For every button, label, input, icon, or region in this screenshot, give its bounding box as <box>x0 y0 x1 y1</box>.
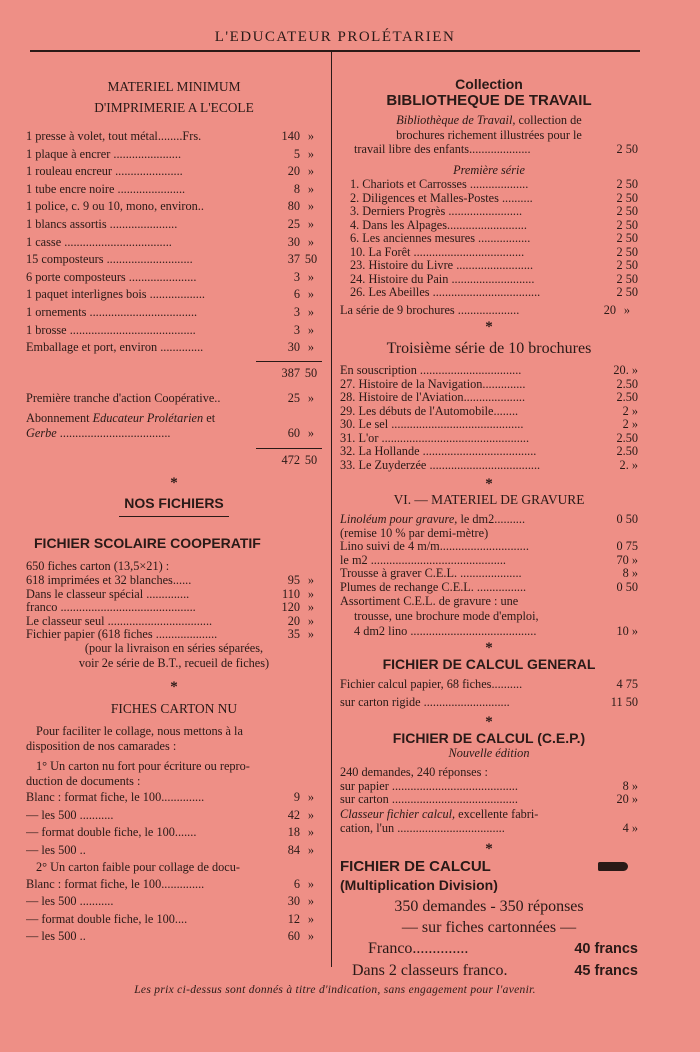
gravure-assort-line1: Assortiment C.E.L. de gravure : une <box>340 594 519 609</box>
fcg-list <box>340 676 638 711</box>
cartonnees-line: — sur fiches cartonnées — <box>401 919 577 937</box>
gravure-item: (remise 10 % par demi-mètre) <box>340 526 489 540</box>
nouvelle-edition-label: Nouvelle édition <box>448 746 530 761</box>
materiel-item: 1 presse à volet, tout métal........Frs. 140 » <box>26 129 315 143</box>
materiel-list <box>26 128 322 357</box>
brochure-item: 29. Les débuts de l'Automobile........ 2 » <box>340 403 638 418</box>
brochure-item: 3. Derniers Progrès ........................ 2 50 <box>350 204 638 219</box>
materiel-item: 1 blancs assortis ...................... 25 » <box>26 216 315 231</box>
star-separator: * <box>485 640 493 657</box>
brochure-item: 6. Les anciennes mesures ................. 2 50 <box>350 231 638 246</box>
pointing-hand-icon <box>598 862 628 871</box>
star-separator: * <box>170 475 178 492</box>
brochure-item: En souscription ................................. 20. » <box>340 363 638 378</box>
fiche-carton-item: — les 500 ........... 30 » <box>26 894 315 909</box>
cep-line1: 240 demandes, 240 réponses : <box>340 764 488 779</box>
fc2-list <box>26 876 322 946</box>
journal-header: L'EDUCATEUR PROLÉTARIEN <box>214 29 456 45</box>
fc-intro-line2: disposition de nos camarades : <box>26 739 177 754</box>
bt-intro-line2: brochures richement illustrées pour le <box>396 128 582 143</box>
right-column <box>340 76 638 982</box>
nos-fichiers-rule <box>119 516 229 517</box>
brochure-item: 10. La Forêt .................................... 2 50 <box>350 244 638 259</box>
fichier-scolaire-item: Fichier papier (618 fiches .................... 35 » <box>26 627 315 642</box>
fc-intro-line1: Pour faciliter le collage, nous mettons à la <box>36 724 243 739</box>
brochure-item: 1. Chariots et Carrosses ................... 2 50 <box>350 177 638 192</box>
bibliotheque-heading: BIBLIOTHEQUE DE TRAVAIL <box>386 92 592 109</box>
multiplication-label: (Multiplication Division) <box>340 877 498 894</box>
gravure-assort-line2: trousse, une brochure mode d'emploi, <box>354 609 539 624</box>
gravure-assort-last: 4 dm2 lino ......................................... 10 » <box>354 623 638 638</box>
brochure-item: 33. Le Zuyderzée .................................... 2. » <box>340 457 638 472</box>
materiel-item: 1 tube encre noire ...................... 8 » <box>26 181 315 196</box>
fiche-carton-item: Blanc : format fiche, le 100.............. 9 » <box>26 789 315 804</box>
serie1-total-row: La série de 9 brochures .................... 20 » <box>340 302 631 317</box>
fiche-carton-item: — les 500 .. 84 » <box>26 842 315 857</box>
gravure-heading: VI. — MATERIEL DE GRAVURE <box>393 492 585 508</box>
fc1-intro-line2: duction de documents : <box>26 773 141 788</box>
fc1-intro <box>26 759 322 789</box>
materiel-item: Emballage et port, environ .............. 30 » <box>26 340 315 355</box>
brochure-item: 32. La Hollande ..................................... 2.50 <box>340 444 638 459</box>
fichier-scolaire-list <box>26 574 322 642</box>
nos-fichiers-heading: NOS FICHIERS <box>124 495 224 512</box>
gravure-item: Plumes de rechange C.E.L. ................ 0 50 <box>340 579 638 594</box>
column-rule <box>331 52 332 967</box>
materiel-title-line2: D'IMPRIMERIE A L'ECOLE <box>94 100 254 115</box>
bt-intro-line1: Bibliothèque de Travail, collection de <box>396 113 582 127</box>
gravure-item: Trousse à graver C.E.L. .................... 8 » <box>340 566 638 581</box>
brochure-item: 28. Histoire de l'Aviation.................... 2.50 <box>340 390 638 405</box>
abonnement-line1: Abonnement Educateur Prolétarien et <box>26 411 216 426</box>
star-separator: * <box>485 841 493 858</box>
fichier-scolaire-item: Dans le classeur spécial .............. 110 » <box>26 586 315 601</box>
star-separator: * <box>485 476 493 493</box>
fc2-intro: 2° Un carton faible pour collage de docu- <box>36 860 240 875</box>
header-rule <box>30 50 640 52</box>
fiche-carton-item: Blanc : format fiche, le 100.............. 6 » <box>26 876 315 891</box>
premiere-serie-label: Première série <box>453 162 525 177</box>
serie3-list <box>340 364 638 472</box>
gravure-item: le m2 ............................................ 70 » <box>340 552 638 567</box>
materiel-item: 1 brosse ......................................... 3 » <box>26 322 315 337</box>
brochure-item: 27. Histoire de la Navigation.............. 2.50 <box>340 376 638 391</box>
materiel-title <box>26 76 322 118</box>
gravure-item: Linoléum pour gravure, le dm2.......... 0 50 <box>340 512 638 527</box>
materiel-item: 1 rouleau encreur ...................... 20 » <box>26 164 315 179</box>
fs-line1: 650 fiches carton (13,5×21) : <box>26 559 170 574</box>
brochure-item: 31. L'or ................................................ 2.50 <box>340 430 638 445</box>
fiche-carton-item: — format double fiche, le 100.... 12 » <box>26 911 315 926</box>
fichier-calcul-heading: FICHIER DE CALCUL <box>340 857 638 876</box>
star-separator: * <box>485 714 493 731</box>
cep-classeur-line: Classeur fichier calcul, excellente fabri- <box>340 806 539 821</box>
brochure-item: 2. Diligences et Malles-Postes .......... 2 50 <box>350 190 638 205</box>
brochure-item: 30. Le sel ........................................... 2 » <box>340 417 638 432</box>
calcul-item: Fichier calcul papier, 68 fiches.......... 4 75 <box>340 677 638 692</box>
fichier-scolaire-heading: FICHIER SCOLAIRE COOPERATIF <box>34 535 261 552</box>
fs-note-line1: (pour la livraison en séries séparées, <box>84 640 264 655</box>
classeurs-line: Dans 2 classeurs franco. 45 francs <box>352 962 638 980</box>
fichier-scolaire-item: 618 imprimées et 32 blanches...... 95 » <box>26 573 315 588</box>
materiel-item: 1 police, c. 9 ou 10, mono, environ.. 80 » <box>26 199 315 214</box>
materiel-item: 1 plaque à encrer ...................... 5 » <box>26 146 315 161</box>
brochure-item: 26. Les Abeilles ................................... 2 50 <box>350 285 638 300</box>
fc-intro <box>26 724 322 754</box>
fs-note-line2: voir 2e série de B.T., recueil de fiches) <box>78 655 270 670</box>
tranche-row: Première tranche d'action Coopérative.. 25 » <box>26 390 315 405</box>
footer-note: Les prix ci-dessus sont donnés à titre d'indication, sans engagement pour l'avenir. <box>134 984 536 996</box>
gravure-assortiment <box>340 594 638 624</box>
fiche-carton-item: — les 500 .. 60 » <box>26 929 315 944</box>
fc1-intro-line1: 1° Un carton nu fort pour écriture ou repro- <box>36 758 250 773</box>
cep-list <box>340 780 638 807</box>
cep-item: sur papier ......................................... 8 » <box>340 778 638 793</box>
demandes-line: 350 demandes - 350 réponses <box>394 898 584 916</box>
materiel-item: 1 casse ................................... 30 » <box>26 234 315 249</box>
franco-line: Franco.............. 40 francs <box>368 940 638 958</box>
left-column <box>26 76 322 946</box>
calcul-item: sur carton rigide ............................ 11 50 <box>340 694 638 709</box>
troisieme-serie-heading: Troisième série de 10 brochures <box>386 340 592 358</box>
fiche-carton-item: — les 500 ........... 42 » <box>26 807 315 822</box>
fichier-calcul-general-heading: FICHIER DE CALCUL GENERAL <box>382 656 596 673</box>
star-separator: * <box>485 319 493 336</box>
brochure-item: 4. Dans les Alpages.......................... 2 50 <box>350 217 638 232</box>
bt-intro-line3: travail libre des enfants.................... 2 50 <box>354 142 638 157</box>
star-separator: * <box>170 679 178 696</box>
fiches-carton-heading: FICHES CARTON NU <box>110 701 238 717</box>
gravure-item: Lino suivi de 4 m/m............................. 0 75 <box>340 539 638 554</box>
materiel-item: 15 composteurs ............................ 37 50 <box>26 252 318 267</box>
materiel-item: 1 ornements ................................... 3 » <box>26 304 315 319</box>
serie1-list <box>340 178 638 300</box>
fichier-calcul-cep-heading: FICHIER DE CALCUL (C.E.P.) <box>392 730 586 747</box>
materiel-title-line1: MATERIEL MINIMUM <box>107 79 241 94</box>
abonnement-line2: Gerbe .................................... 60 » <box>26 425 315 440</box>
total-row: 472 50 <box>281 453 318 468</box>
fs-note <box>26 641 322 671</box>
fichier-scolaire-item: Le classeur seul .................................. 20 » <box>26 613 315 628</box>
gravure-list <box>340 513 638 594</box>
fiche-carton-item: — format double fiche, le 100....... 18 » <box>26 825 315 840</box>
cep-item: sur carton ......................................... 20 » <box>340 792 638 807</box>
fichier-scolaire-item: franco ............................................ 120 » <box>26 600 315 615</box>
collection-heading: Collection <box>455 76 523 92</box>
fc1-list <box>26 789 322 859</box>
brochure-item: 23. Histoire du Livre ......................... 2 50 <box>350 258 638 273</box>
cep-classeur-last: cation, l'un ................................... 4 » <box>340 820 638 835</box>
materiel-item: 1 paquet interlignes bois .................. 6 » <box>26 287 315 302</box>
brochure-item: 24. Histoire du Pain ........................... 2 50 <box>350 271 638 286</box>
subtotal-row: 387 50 <box>281 365 318 380</box>
materiel-item: 6 porte composteurs ...................... 3 » <box>26 269 315 284</box>
